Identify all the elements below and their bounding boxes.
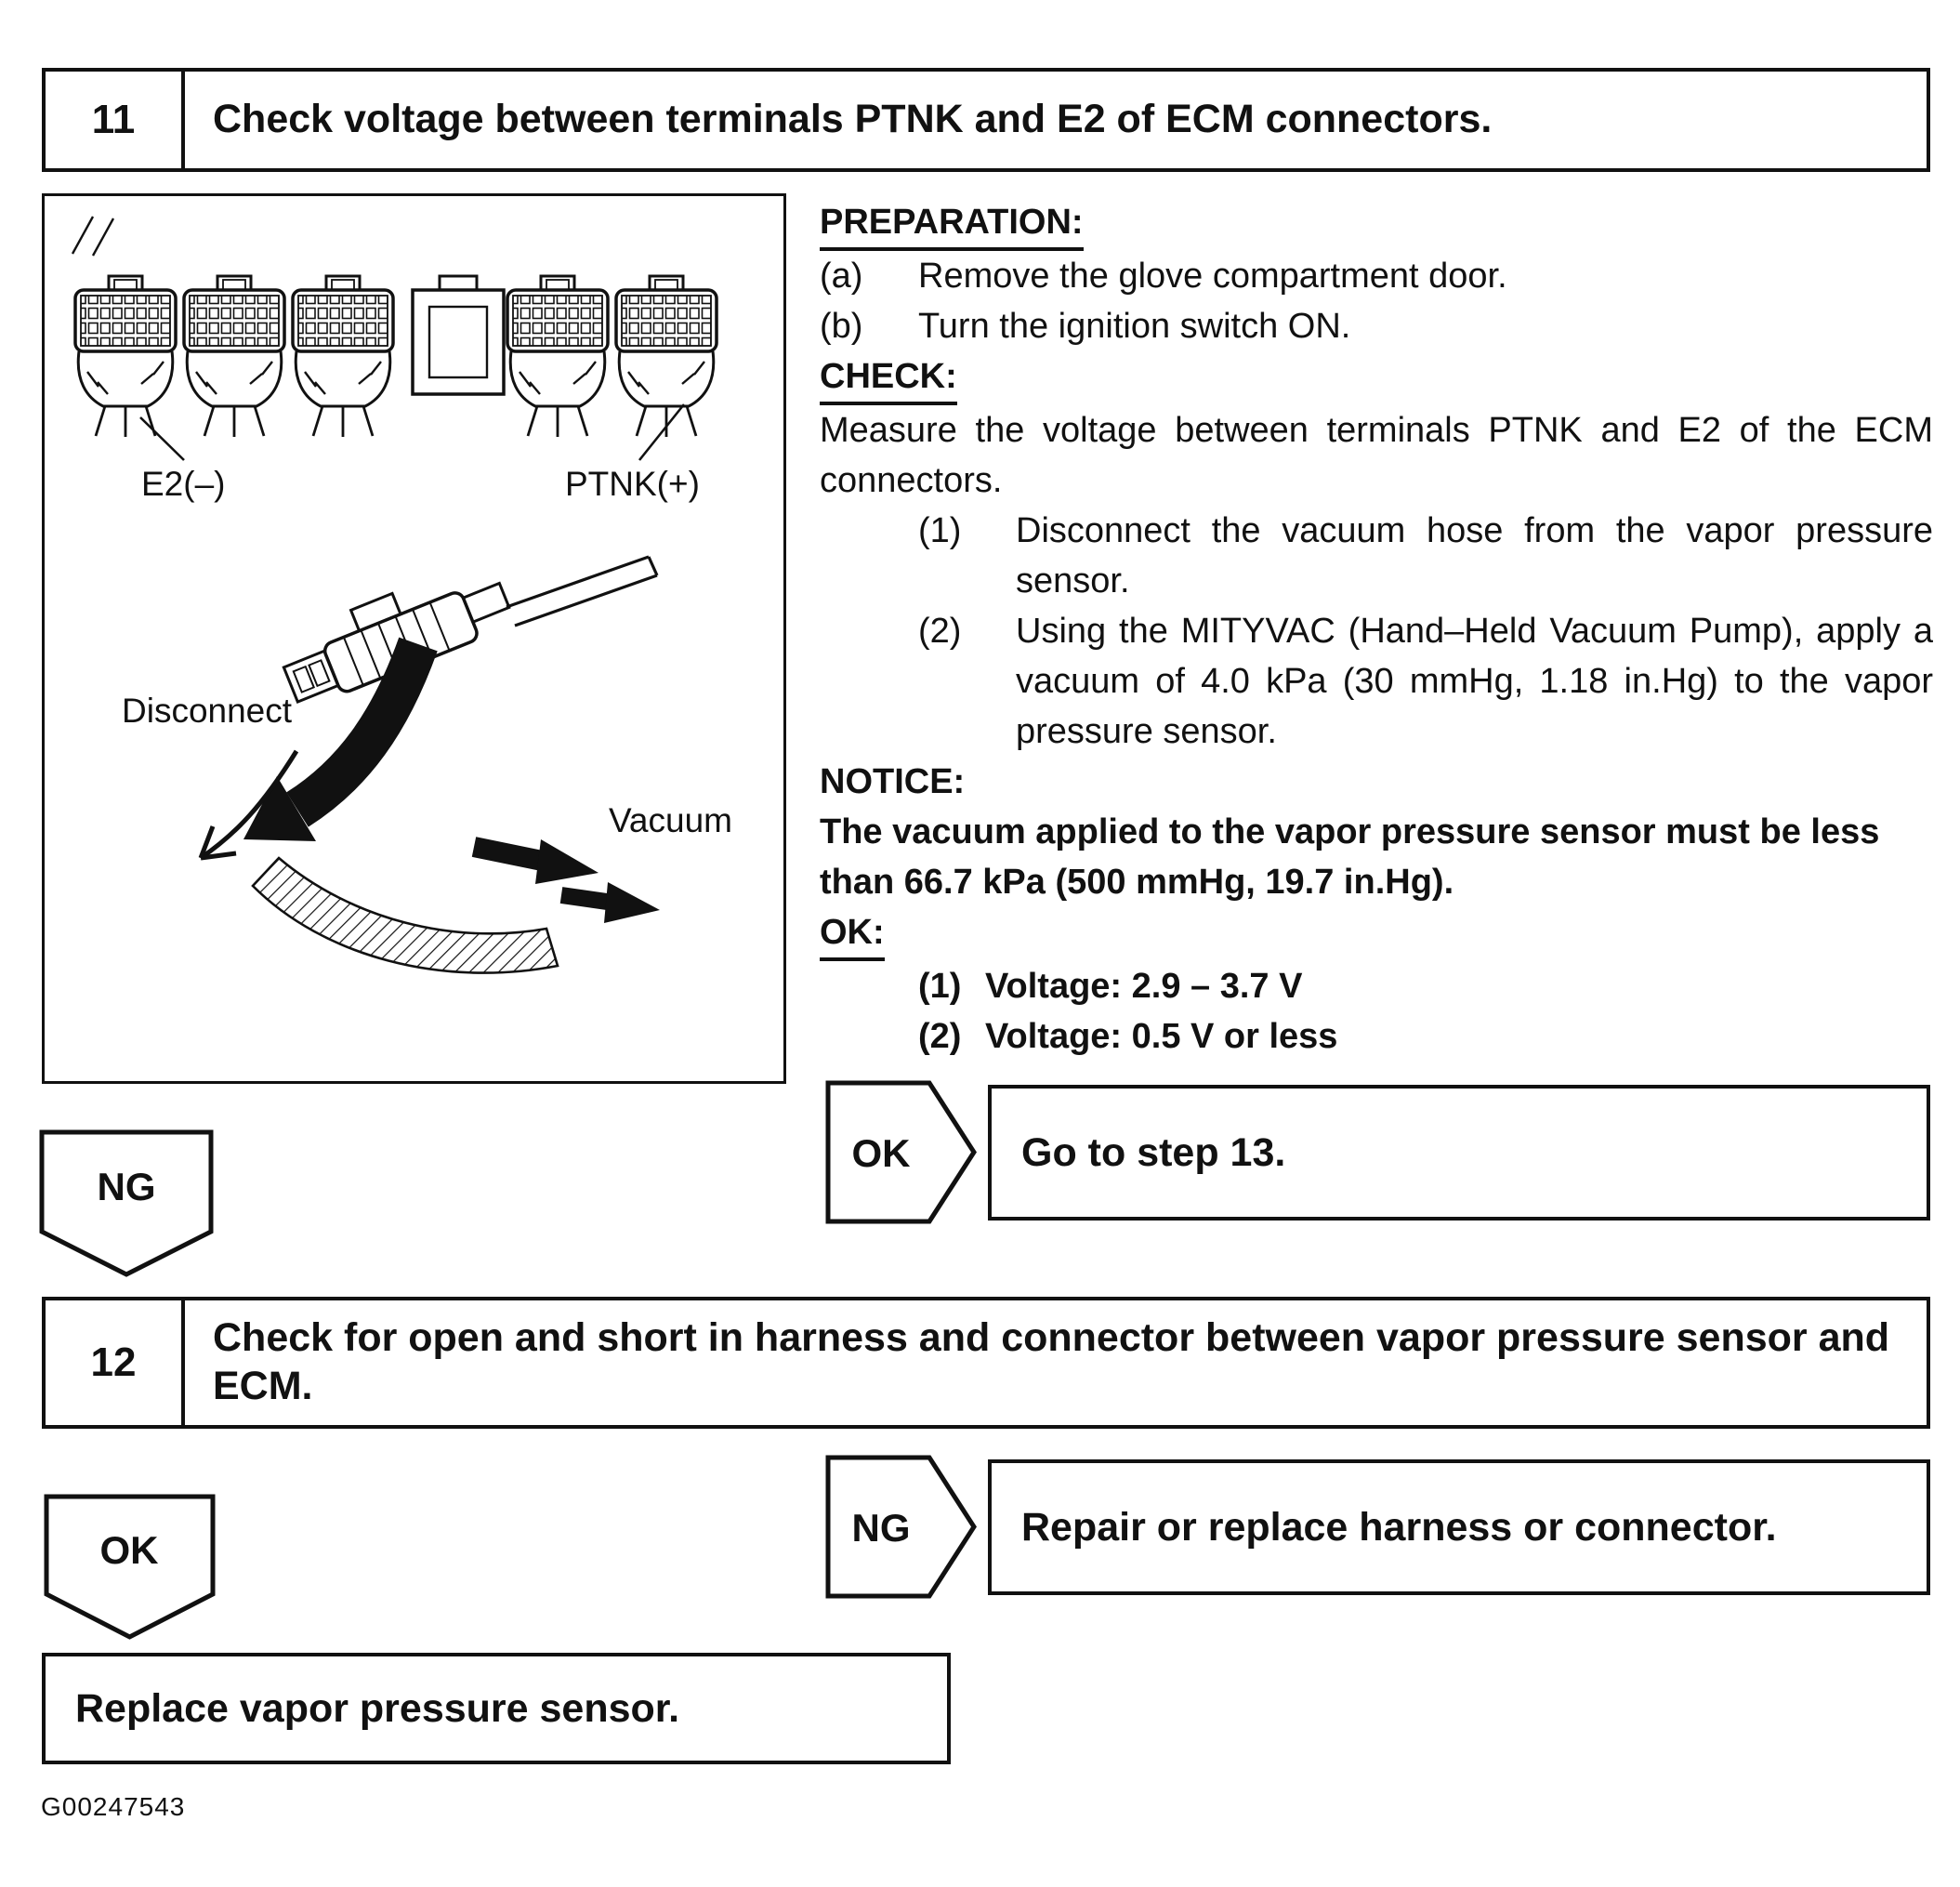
ok-item-2-text: Voltage: 0.5 V or less [985,1017,1338,1056]
prep-item-a-text: Remove the glove compartment door. [918,257,1507,296]
prep-item-a-marker: (a) [820,257,863,296]
check-item-2-text: Using the MITYVAC (Hand–Held Vacuum Pump), apply a vacuum of 4.0 kPa (30 mmHg, 1.18 in.Hg) to the vapor pressure sensor. [1016,612,1933,751]
illustration-panel [42,193,786,1084]
ng-repair-badge-label: NG [851,1506,911,1550]
prep-item-a [820,251,1933,301]
hatched-hose [253,858,558,973]
ptnk-terminal-label: PTNK(+) [565,465,700,503]
step-12-header [42,1297,1930,1429]
ok-heading-text: OK: [820,907,885,961]
ng-pentagon-down [39,1129,214,1278]
vacuum-arrows [474,839,660,923]
scan-slash-marks [72,217,113,256]
step-11-number: 11 [46,72,185,168]
ok-item-1-text: Voltage: 2.9 – 3.7 V [985,967,1303,1006]
ptnk-leader-line [639,404,684,460]
procedure-text [820,197,1933,1062]
disconnect-arrow [243,644,418,841]
ok-item-1-marker: (1) [918,967,962,1006]
preparation-heading [820,197,1933,251]
ng-badge-label: NG [97,1165,156,1208]
ecm-center-inner [429,307,487,377]
vacuum-tube [506,557,657,626]
check-item-1-marker: (1) [918,511,962,550]
notice-heading [820,757,1933,807]
prep-item-b [820,301,1933,351]
check-item-1 [820,506,1933,606]
ecm-connectors [75,276,717,437]
disconnect-label: Disconnect [122,692,293,730]
ok-pentagon-down [44,1494,216,1641]
ng-pentagon-repair [825,1455,979,1599]
ok-pentagon-step13 [825,1080,979,1224]
e2-leader-line [140,417,184,460]
ok-badge-label: OK [851,1131,911,1175]
figure-id: G00247543 [41,1792,186,1821]
e2-terminal-label: E2(–) [141,465,226,503]
check-intro: Measure the voltage between terminals PTNK and E2 of the ECM connectors. [820,411,1933,500]
preparation-heading-text: PREPARATION: [820,197,1084,251]
step-12-title: Check for open and short in harness and connector between vapor pressure sensor and ECM. [213,1315,1890,1408]
notice-heading-text: NOTICE: [820,762,966,801]
check-item-2-marker: (2) [918,612,962,651]
prep-item-b-marker: (b) [820,307,863,346]
result-repair-or-replace: Repair or replace harness or connector. [988,1459,1930,1595]
check-item-1-text: Disconnect the vacuum hose from the vapor pressure sensor. [1016,511,1933,600]
ok-down-badge-label: OK [99,1528,159,1572]
ok-heading [820,907,1933,961]
ok-item-1 [820,961,1933,1011]
ok-item-2-marker: (2) [918,1017,962,1056]
vacuum-label: Vacuum [609,801,732,839]
check-heading [820,351,1933,405]
notice-text: The vacuum applied to the vapor pressure sensor must be less than 66.7 kPa (500 mmHg, 19.7 in.Hg). [820,812,1880,902]
step-11-title: Check voltage between terminals PTNK and E2 of ECM connectors. [213,97,1493,142]
ecm-connector-vacuum-illustration [45,196,783,1081]
result-replace-sensor: Replace vapor pressure sensor. [42,1653,951,1764]
result-go-to-step-13: Go to step 13. [988,1085,1930,1221]
check-item-2 [820,606,1933,757]
ecm-center-body [413,290,504,394]
ecm-center-tab [440,276,477,290]
ok-item-2 [820,1011,1933,1062]
step-11-header [42,68,1930,172]
step-12-number: 12 [46,1300,185,1425]
check-heading-text: CHECK: [820,351,957,405]
prep-item-b-text: Turn the ignition switch ON. [918,307,1351,346]
